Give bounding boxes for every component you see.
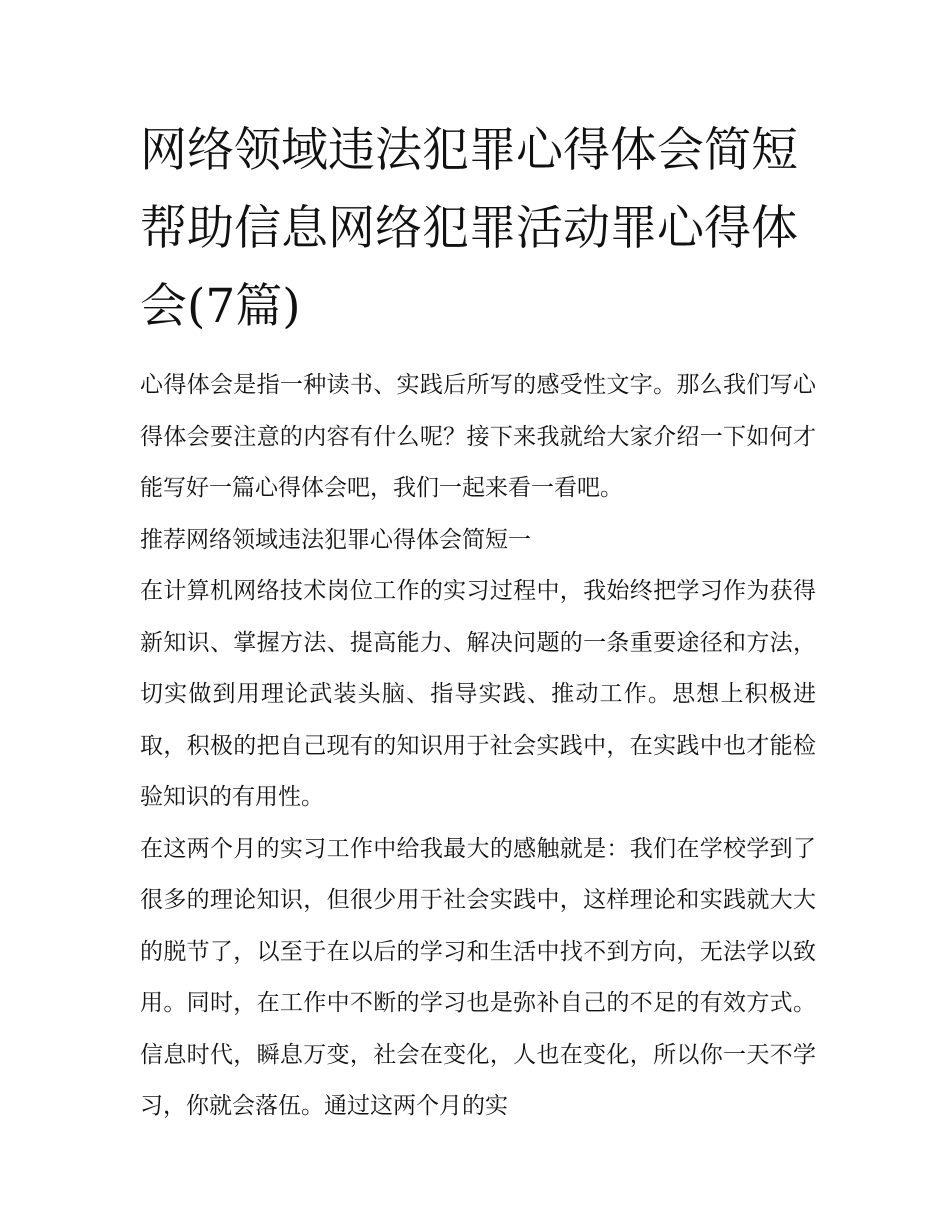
paragraph-internship-learning: 在计算机网络技术岗位工作的实习过程中，我始终把学习作为获得新知识、掌握方法、提高能力、解决问题的一条重要途径和方法，切实做到用理论武装头脑、指导实践、推动工作。思想上积极进取，积极的把自己现有的知识用于社会实践中，在实践中也才能检验知识的有用性。 (140, 578, 816, 810)
document-title: 网络领域违法犯罪心得体会简短 帮助信息网络犯罪活动罪心得体会(7篇) (140, 123, 798, 334)
paragraph-internship-reflection: 在这两个月的实习工作中给我最大的感触就是：我们在学校学到了很多的理论知识，但很少用于社会实践中，这样理论和实践就大大的脱节了，以至于在以后的学习和生活中找不到方向，无法学以致用。同时，在工作中不断的学习也是弥补自己的不足的有效方式。信息时代，瞬息万变，社会在变化，人也在变化，所以你一天不学习，你就会落伍。通过这两个月的实 (140, 835, 816, 1119)
section-heading: 推荐网络领域违法犯罪心得体会简短一 (140, 526, 531, 553)
paragraph-intro: 心得体会是指一种读书、实践后所写的感受性文字。那么我们写心得体会要注意的内容有什么呢？接下来我就给大家介绍一下如何才能写好一篇心得体会吧，我们一起来看一看吧。 (140, 372, 816, 501)
document-body (140, 112, 816, 1133)
